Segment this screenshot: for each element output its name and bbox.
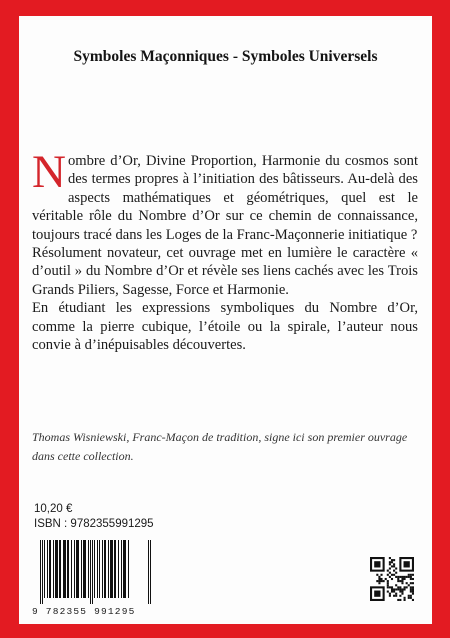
blurb [32, 146, 418, 354]
author-note: Thomas Wisniewski, Franc-Maçon de tradition, signe ici son premier ouvrage dans cette collection. [32, 430, 408, 463]
blurb-paragraph-2: Résolument novateur, cet ouvrage met en lumière le caractère « d’outil » du Nombre d’Or et révèle ses liens cachés avec les Trois Grands Piliers, Sagesse, Force et Harmonie. [32, 245, 418, 298]
blurb-paragraph-3: En étudiant les expressions symboliques du Nombre d’Or, comme la pierre cubique, l’étoile ou la spirale, l’auteur nous convie à d’inépuisables découvertes. [32, 300, 418, 354]
barcode-icon [32, 540, 158, 622]
series-title: Symboles Maçonniques - Symboles Universels [73, 48, 378, 65]
blurb-paragraph-1 [32, 146, 418, 244]
blurb-paragraph-1-text: ombre d’Or, Divine Proportion, Harmonie du cosmos sont des termes propres à l’initiation des bâtisseurs. Au-delà des aspects mathématiques et géométriques, quel est le véritable rôle du Nombre d’Or sur ce chemin de connaissance, toujours tracé dans les Loges de la Franc-Maçonnerie initiatique ? [32, 153, 418, 243]
qr-code-icon [370, 557, 414, 601]
back-cover-panel [19, 16, 432, 624]
barcode-bars [40, 540, 152, 604]
price: 10,20 € [34, 503, 73, 515]
isbn: ISBN : 9782355991295 [34, 518, 154, 530]
barcode-digits: 9 782355 991295 [32, 606, 136, 617]
drop-cap: N [32, 146, 66, 198]
